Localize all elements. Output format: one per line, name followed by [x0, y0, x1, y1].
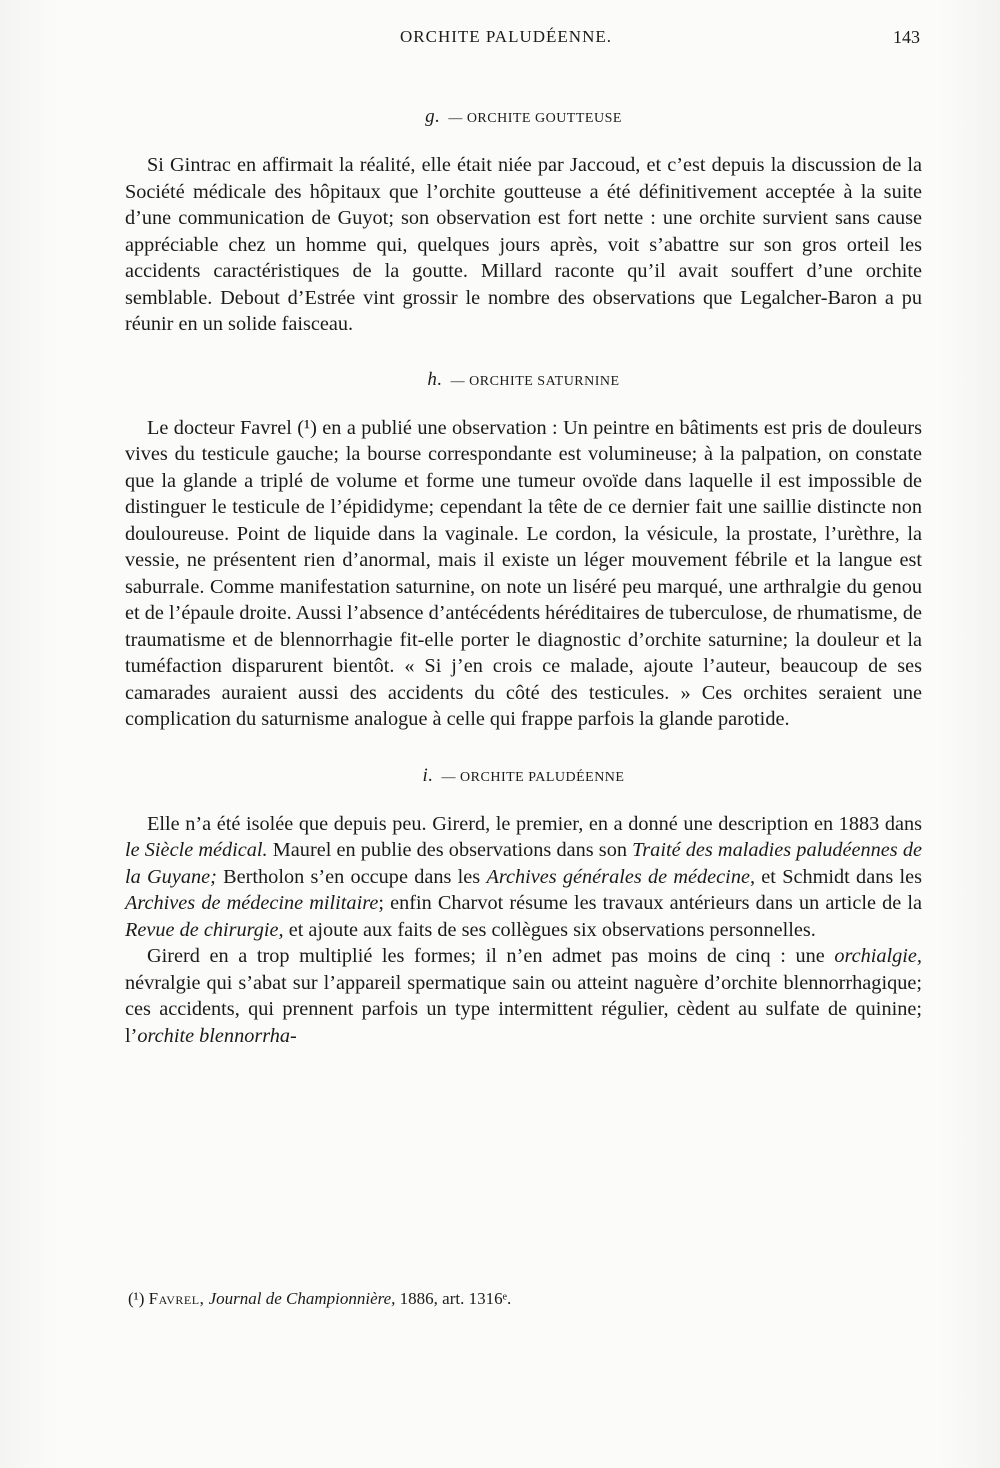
text-run: Bertholon s’en occupe dans les	[216, 865, 487, 888]
section-title: — ORCHITE GOUTTEUSE	[448, 111, 622, 126]
section-letter: g.	[425, 106, 441, 127]
section-heading-gout	[125, 105, 922, 131]
running-head	[120, 27, 920, 51]
citation: Archives générales de médecine,	[486, 865, 756, 888]
footnote-author: Favrel,	[148, 1289, 205, 1308]
text-run: Elle n’a été isolée que depuis peu. Girerd, le premier, en a donné une description en 1883 dans	[147, 812, 922, 835]
section-title: — ORCHITE SATURNINE	[450, 373, 620, 389]
citation: Revue de chirurgie,	[125, 918, 284, 941]
paragraph: Si Gintrac en affirmait la réalité, elle était niée par Jaccoud, et c’est depuis la discussion de la Société médicale des hôpitaux que l’orchite goutteuse a été définitivement acceptée à la suite d’une communication de Guyot; son observation est fort nette : une orchite survient sans cause appréciable chez un homme qui, quelques jours après, voit s’abattre sur son gros orteil les accidents caractéristiques de la goutte. Millard raconte qu’il avait souffert d’une orchite semblable. Debout d’Estrée vint grossir le nombre des observations que Legalcher-Baron a pu réunir en un solide faisceau.	[125, 154, 922, 335]
citation: Traité des maladies paludéennes de la Guyane;	[125, 839, 922, 888]
text-run: en a publié une observation : Un peintre en bâtiments est pris de douleurs vives du testicule gauche; la bourse correspondante est volumineuse; à la palpation, on constate que la glande a triplé de volume et forme une tumeur ovoïde dans laquelle il est impossible de distinguer le testicule de l’épididyme; cependant la tête de ce dernier fait une saillie distincte non douloureuse. Point de liquide dans la vaginale. Le cordon, la vésicule, la prostate, l’urèthre, la vessie, ne présentent rien d’anormal, mais il existe un léger mouvement fébrile et la langue est saburrale. Comme manifestation saturnine, on note un liséré peu marqué, une arthralgie du genou et de l’épaule droite. Aussi l’absence d’antécédents héréditaires de tuberculose, de rhumatisme, de traumatisme et de blennorrhagie fit-elle porter le diagnostic d’orchite saturnine; la douleur et la tuméfaction disparurent bientôt. « Si j’en crois ce malade, ajoute l’auteur, beaucoup de ses camarades auraient aussi des accidents du côté des testicules. » Ces orchites seraient une complication du saturnisme analogue à celle qui frappe parfois la glande parotide.	[125, 416, 922, 730]
text-run: Maurel en publie des observations dans son	[267, 839, 633, 861]
section-letter: i.	[422, 764, 434, 786]
text-run: et ajoute aux faits de ses collègues six observations personnelles.	[283, 918, 816, 941]
running-title: ORCHITE PALUDÉENNE.	[400, 27, 612, 46]
footnote-reference: (¹)	[297, 416, 317, 439]
footnote-journal: Journal de Championnière,	[208, 1289, 396, 1308]
emphasis: orchite blennorrha-	[137, 1024, 297, 1047]
footnote-mark: (¹)	[128, 1289, 145, 1308]
citation: Archives de médecine militaire	[125, 892, 379, 914]
section-letter: h.	[427, 368, 443, 390]
page-number: 143	[893, 27, 920, 47]
text-run: névralgie qui s’abat sur l’appareil spermatique sain ou atteint naguère d’orchite blennorrhagique; ces accidents, qui prennent parfois un type intermittent régulier, cèdent au sulfate de quinine; l’	[125, 971, 922, 1047]
text-run: et Schmidt dans les	[755, 865, 923, 888]
paragraph	[125, 811, 922, 944]
section-title: — ORCHITE PALUDÉENNE	[441, 769, 625, 785]
body-text	[125, 105, 922, 1049]
section-heading-saturnine	[125, 368, 922, 394]
text-run: Le docteur Favrel	[147, 416, 292, 439]
paragraph	[125, 415, 922, 733]
paragraph	[125, 943, 922, 1049]
section-heading-paludeenne	[125, 764, 922, 790]
emphasis: orchialgie,	[834, 945, 922, 967]
footnote-details: 1886, art. 1316ᵉ.	[395, 1289, 512, 1308]
citation: le Siècle médical.	[125, 839, 268, 861]
footnote	[128, 1287, 918, 1311]
text-run: ; enfin Charvot résume les travaux antérieurs dans un article de la	[378, 892, 922, 914]
text-run: Girerd en a trop multiplié les formes; il n’en admet pas moins de cinq : une	[147, 945, 835, 967]
